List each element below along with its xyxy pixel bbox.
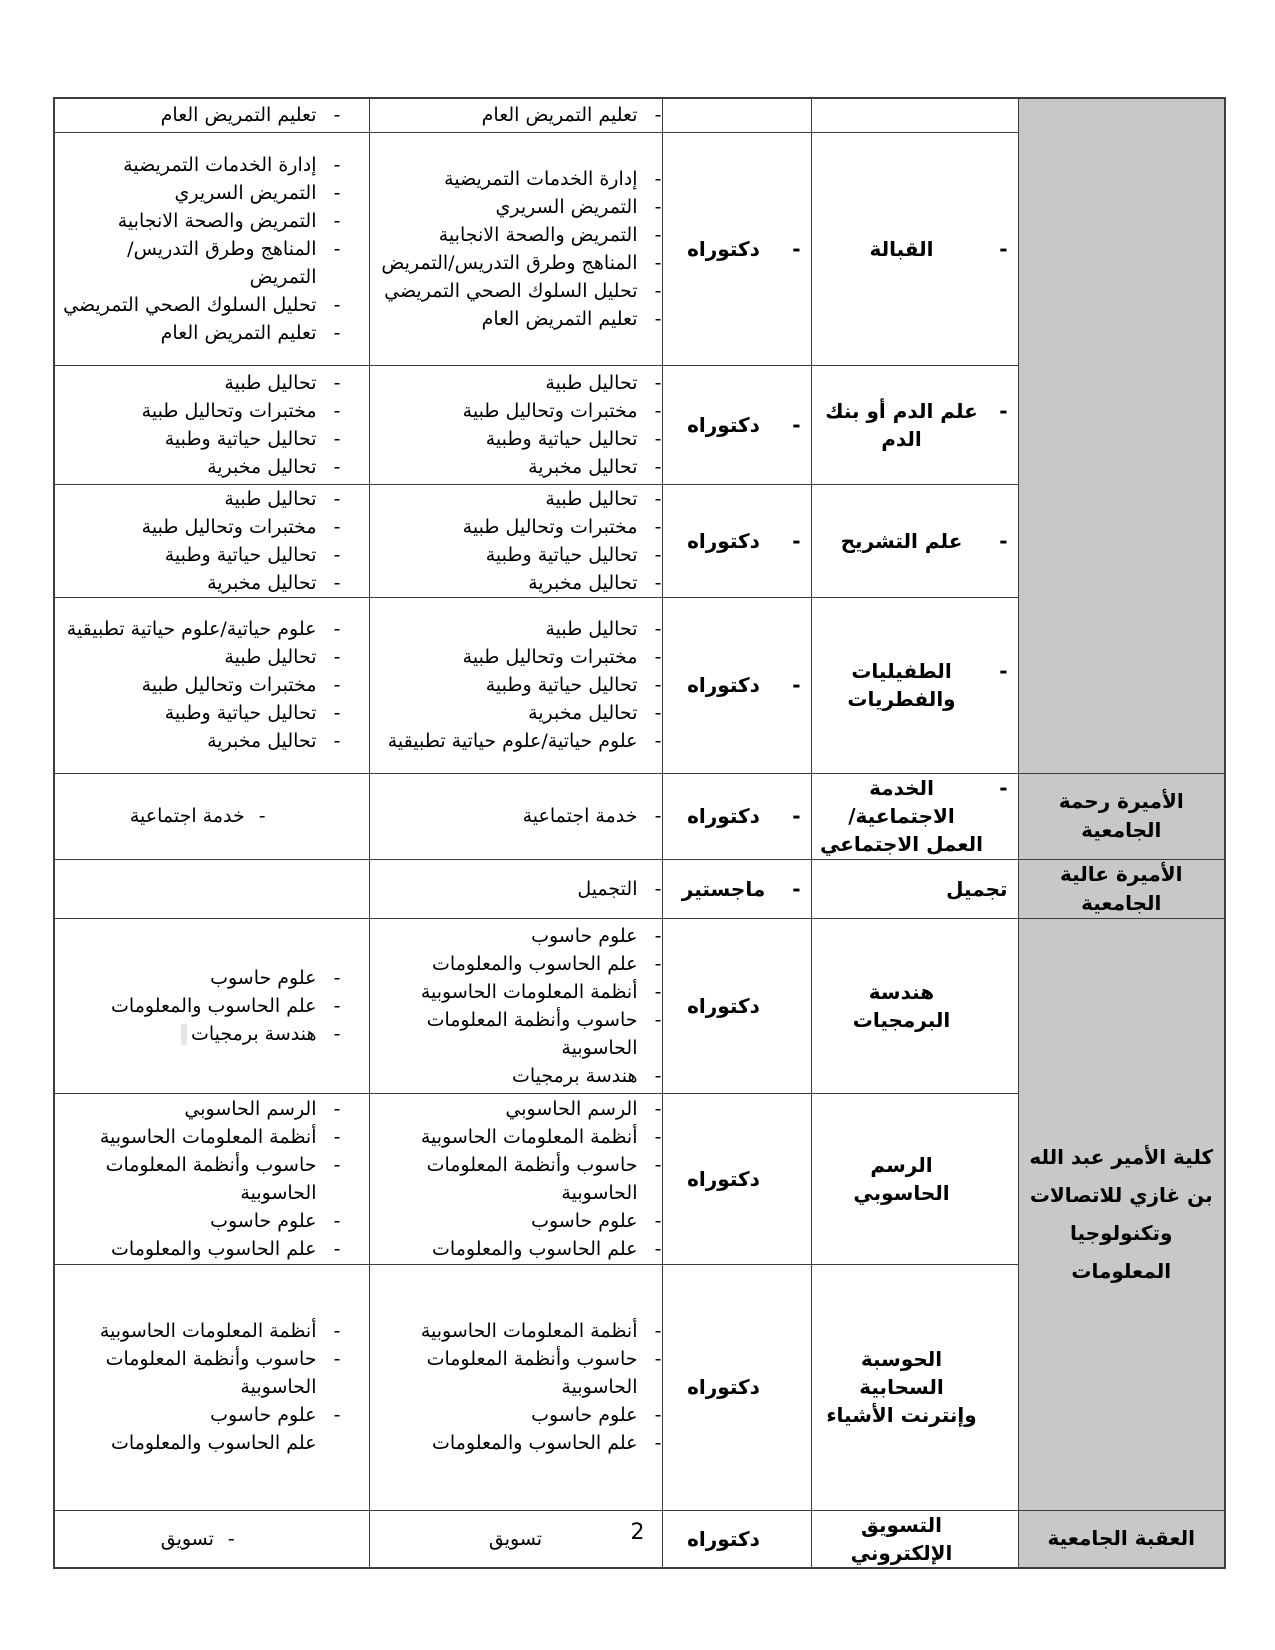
dash-bullet: - [654, 646, 662, 668]
dash-bullet: - [333, 321, 341, 344]
dash-bullet: - [333, 1237, 341, 1260]
degree-cell [662, 98, 811, 132]
list-item: - تحاليل مخبرية [370, 569, 662, 597]
dash-bullet: - [333, 1022, 341, 1045]
specialization-label: تجميل [946, 876, 1008, 901]
dash-bullet: - [333, 702, 341, 724]
fields-cell [369, 132, 662, 365]
list-item: - تحاليل طبية [55, 485, 369, 513]
dash-bullet: - [333, 994, 341, 1017]
fields-cell [54, 484, 369, 597]
list-item: - علم الحاسوب والمعلومات [370, 1235, 662, 1263]
list-item: - علم الحاسوب والمعلومات [370, 1429, 662, 1457]
dash-bullet: - [654, 980, 662, 1003]
table-row [54, 98, 1225, 132]
dash-bullet: - [654, 805, 662, 827]
list-item: - أنظمة المعلومات الحاسوبية [55, 1123, 369, 1151]
list-item: - علوم حاسوب [370, 1207, 662, 1235]
dash-bullet: - [227, 1527, 235, 1550]
list-item: - تعليم التمريض العام [370, 305, 662, 333]
dash-bullet: - [333, 1125, 341, 1148]
list-item: - مختبرات وتحاليل طبية [55, 671, 369, 699]
dash-bullet: - [654, 1237, 662, 1260]
table-row [54, 918, 1225, 1093]
specialization-label: التسويق الإلكتروني [850, 1512, 953, 1565]
dash-bullet: - [654, 515, 662, 538]
specialization-cell [811, 918, 1018, 1093]
fields-cell [54, 132, 369, 365]
dash-bullet: - [654, 618, 662, 640]
fields-cell [369, 1264, 662, 1510]
list-item: - علوم حاسوب [55, 964, 369, 992]
dash-bullet: - [333, 1153, 341, 1176]
list-item: - تحاليل طبية [370, 485, 662, 513]
dash-bullet: - [654, 223, 662, 246]
list-item: - خدمة اجتماعية [55, 802, 369, 830]
dash-bullet: - [333, 646, 341, 668]
degree-label: دكتوراه [687, 1526, 760, 1551]
dash-bullet: - [333, 1097, 341, 1120]
list-item: - المناهج وطرق التدريس/التمريض [370, 249, 662, 277]
dash-bullet: - [333, 571, 341, 594]
fields-cell [54, 365, 369, 484]
list-item: - تعليم التمريض العام [55, 101, 369, 129]
dash-bullet: - [654, 571, 662, 594]
list-item: - تعليم التمريض العام [370, 101, 662, 129]
list-item: - تحاليل طبية [55, 369, 369, 397]
dash-bullet: - [333, 515, 341, 538]
dash-bullet: - [333, 1320, 341, 1342]
dash-bullet: - [654, 1064, 662, 1087]
degree-cell [662, 132, 811, 365]
list-item: - مختبرات وتحاليل طبية [370, 397, 662, 425]
list-item: - تحاليل طبية [370, 615, 662, 643]
degree-cell [662, 918, 811, 1093]
degree-cell [662, 1264, 811, 1510]
list-item: - الرسم الحاسوبي [370, 1095, 662, 1123]
dash-bullet: - [792, 804, 801, 828]
list-item: - أنظمة المعلومات الحاسوبية [370, 1123, 662, 1151]
list-item: - تسويق [55, 1525, 369, 1553]
degree-label: دكتوراه [687, 804, 760, 828]
list-item: - المناهج وطرق التدريس/التمريض [55, 235, 369, 291]
specialization-label: الرسم الحاسوبي [853, 1152, 950, 1205]
dash-bullet: - [999, 398, 1008, 423]
dash-bullet: - [258, 805, 266, 827]
dash-bullet: - [792, 528, 801, 553]
list-item: - تحاليل حياتية وطبية [55, 425, 369, 453]
specialization-label: هندسة البرمجيات [852, 979, 951, 1032]
list-item: - تحاليل مخبرية [370, 699, 662, 727]
dash-bullet: - [654, 195, 662, 218]
fields-cell [369, 918, 662, 1093]
degree-label: دكتوراه [687, 993, 760, 1018]
dash-bullet: - [333, 427, 341, 450]
dash-bullet: - [654, 307, 662, 330]
dash-bullet: - [654, 371, 662, 394]
fields-cell [54, 98, 369, 132]
list-item: - مختبرات وتحاليل طبية [370, 643, 662, 671]
university-cell: الأميرة عالية الجامعية [1018, 859, 1225, 918]
list-item: - التمريض السريري [55, 179, 369, 207]
list-item: - علوم حاسوب [55, 1401, 369, 1429]
list-item: - علم الحاسوب والمعلومات [370, 950, 662, 978]
list-item: - تحاليل حياتية وطبية [370, 541, 662, 569]
list-item: - هندسة برمجيات [55, 1020, 369, 1048]
specialization-label: علم الدم أو بنك الدم [825, 398, 978, 451]
specialization-label: علم التشريح [840, 528, 963, 553]
list-item: - علوم حاسوب [55, 1207, 369, 1235]
list-item: - الرسم الحاسوبي [55, 1095, 369, 1123]
dash-bullet: - [999, 528, 1008, 553]
dash-bullet: - [654, 877, 662, 900]
degree-label: دكتوراه [687, 528, 760, 553]
list-item: - مختبرات وتحاليل طبية [55, 513, 369, 541]
dash-bullet: - [654, 427, 662, 450]
list-item: - أنظمة المعلومات الحاسوبية [55, 1317, 369, 1345]
dash-bullet: - [654, 952, 662, 975]
list-item: - أنظمة المعلومات الحاسوبية [370, 1317, 662, 1345]
dash-bullet: - [333, 1348, 341, 1370]
list-item: - إدارة الخدمات التمريضية [55, 151, 369, 179]
dash-bullet: - [333, 293, 341, 316]
list-item: - علوم حاسوب [370, 1401, 662, 1429]
specialization-cell [811, 1264, 1018, 1510]
list-item: - حاسوب وأنظمة المعلومات الحاسوبية [370, 1345, 662, 1401]
dash-bullet: - [333, 455, 341, 478]
dash-bullet: - [999, 659, 1008, 683]
dash-bullet: - [792, 236, 801, 261]
list-item: - علم الحاسوب والمعلومات [55, 1235, 369, 1263]
dash-bullet: - [654, 1432, 662, 1454]
dash-bullet: - [333, 237, 341, 260]
table-row [54, 859, 1225, 918]
dash-bullet: - [654, 251, 662, 274]
fields-cell [54, 773, 369, 859]
list-item: - مختبرات وتحاليل طبية [370, 513, 662, 541]
degree-label: دكتوراه [687, 673, 760, 697]
specialization-label: الحوسبة السحابية وإنترنت الأشياء [826, 1347, 977, 1427]
dash-bullet: - [333, 730, 341, 752]
list-item: - تحاليل طبية [55, 643, 369, 671]
specialization-label: الخدمة الاجتماعية/ العمل الاجتماعي [819, 776, 984, 856]
list-item: - تحاليل مخبرية [55, 453, 369, 481]
list-item: علم الحاسوب والمعلومات [111, 1432, 317, 1454]
fields-cell [369, 773, 662, 859]
dash-bullet: - [333, 966, 341, 989]
fields-cell [369, 1093, 662, 1264]
degree-cell [662, 773, 811, 859]
dash-bullet: - [654, 279, 662, 302]
list-item: - علم الحاسوب والمعلومات [55, 992, 369, 1020]
dash-bullet: - [333, 674, 341, 696]
specialization-cell [811, 773, 1018, 859]
specialization-cell [811, 98, 1018, 132]
degree-cell [662, 859, 811, 918]
table-row [54, 773, 1225, 859]
list-item: - تحليل السلوك الصحي التمريضي [370, 277, 662, 305]
dash-bullet: - [792, 673, 801, 697]
dash-bullet: - [333, 371, 341, 394]
specialization-cell [811, 365, 1018, 484]
list-item: - تعليم التمريض العام [55, 319, 369, 347]
dash-bullet: - [654, 1320, 662, 1342]
list-item: - تحاليل مخبرية [55, 727, 369, 755]
dash-bullet: - [654, 1125, 662, 1148]
dash-bullet: - [654, 702, 662, 724]
fields-cell [369, 597, 662, 773]
universities-programs-table [53, 97, 1226, 1569]
list-item: - التجميل [370, 875, 662, 903]
list-item: - تحاليل مخبرية [55, 569, 369, 597]
university-cell: العقبة الجامعية [1018, 1510, 1225, 1568]
dash-bullet: - [333, 104, 341, 127]
list-item: تسويق [488, 1527, 543, 1550]
list-item: - هندسة برمجيات [370, 1062, 662, 1090]
dash-bullet: - [333, 618, 341, 640]
dash-bullet: - [654, 543, 662, 566]
dash-bullet: - [333, 181, 341, 204]
list-item: - تحليل السلوك الصحي التمريضي [55, 291, 369, 319]
degree-cell [662, 484, 811, 597]
university-cell: الأميرة رحمة الجامعية [1018, 773, 1225, 859]
list-item: - التمريض السريري [370, 193, 662, 221]
dash-bullet: - [654, 1348, 662, 1370]
dash-bullet: - [654, 487, 662, 510]
dash-bullet: - [333, 399, 341, 422]
fields-cell [54, 597, 369, 773]
list-item: - علوم حياتية/علوم حياتية تطبيقية [55, 615, 369, 643]
degree-label: ماجستير [681, 876, 766, 901]
list-item: - مختبرات وتحاليل طبية [55, 397, 369, 425]
dash-bullet: - [333, 1209, 341, 1232]
degree-label: دكتوراه [687, 236, 760, 261]
list-item: - أنظمة المعلومات الحاسوبية [370, 978, 662, 1006]
dash-bullet: - [333, 153, 341, 176]
list-item: - خدمة اجتماعية [370, 802, 662, 830]
dash-bullet: - [654, 104, 662, 127]
degree-label: دكتوراه [687, 1375, 760, 1399]
specialization-cell [811, 484, 1018, 597]
dash-bullet: - [792, 876, 801, 901]
degree-cell [662, 1093, 811, 1264]
specialization-cell [811, 597, 1018, 773]
dash-bullet: - [333, 487, 341, 510]
list-item: - حاسوب وأنظمة المعلومات الحاسوبية [370, 1151, 662, 1207]
dash-bullet: - [654, 1209, 662, 1232]
list-item: - تحاليل حياتية وطبية [370, 671, 662, 699]
dash-bullet: - [654, 1097, 662, 1120]
dash-bullet: - [654, 1153, 662, 1176]
list-item: - حاسوب وأنظمة المعلومات الحاسوبية [370, 1006, 662, 1062]
dash-bullet: - [654, 730, 662, 752]
specialization-cell [811, 859, 1018, 918]
fields-cell [54, 1093, 369, 1264]
specialization-cell [811, 132, 1018, 365]
list-item: - تحاليل حياتية وطبية [370, 425, 662, 453]
dash-bullet: - [792, 412, 801, 437]
specialization-label: القبالة [869, 236, 934, 261]
dash-bullet: - [333, 543, 341, 566]
dash-bullet: - [654, 924, 662, 947]
degree-cell [662, 597, 811, 773]
dash-bullet: - [333, 1404, 341, 1426]
fields-cell [369, 859, 662, 918]
list-item: - تحاليل طبية [370, 369, 662, 397]
list-item: - علوم حاسوب [370, 922, 662, 950]
list-item: - إدارة الخدمات التمريضية [370, 165, 662, 193]
specialization-label: الطفيليات والفطريات [847, 659, 956, 711]
fields-cell [369, 98, 662, 132]
degree-label: دكتوراه [687, 1166, 760, 1191]
dash-bullet: - [999, 776, 1008, 800]
dash-bullet: - [654, 167, 662, 190]
dash-bullet: - [333, 209, 341, 232]
list-item: - تحاليل مخبرية [370, 453, 662, 481]
list-item: - التمريض والصحة الانجابية [370, 221, 662, 249]
highlight-artifact [181, 1024, 187, 1045]
list-item: - تحاليل حياتية وطبية [55, 541, 369, 569]
dash-bullet: - [654, 1008, 662, 1031]
page-number: 2 [630, 1520, 645, 1545]
list-item: - حاسوب وأنظمة المعلومات الحاسوبية [55, 1345, 369, 1401]
dash-bullet: - [654, 455, 662, 478]
fields-cell [369, 484, 662, 597]
fields-cell [369, 365, 662, 484]
list-item: - التمريض والصحة الانجابية [55, 207, 369, 235]
dash-bullet: - [999, 236, 1008, 261]
university-cell: كلية الأمير عبد الله بن غازي للاتصالات وتكنولوجيا المعلومات [1018, 918, 1225, 1510]
fields-cell [54, 1264, 369, 1510]
dash-bullet: - [654, 1404, 662, 1426]
degree-cell [662, 365, 811, 484]
fields-cell [54, 918, 369, 1093]
fields-cell [54, 859, 369, 918]
dash-bullet: - [654, 674, 662, 696]
degree-label: دكتوراه [687, 412, 760, 437]
list-item: - علوم حياتية/علوم حياتية تطبيقية [370, 727, 662, 755]
university-cell-continued [1018, 98, 1225, 773]
list-item: - تحاليل حياتية وطبية [55, 699, 369, 727]
dash-bullet: - [654, 399, 662, 422]
specialization-cell [811, 1093, 1018, 1264]
list-item: - حاسوب وأنظمة المعلومات الحاسوبية [55, 1151, 369, 1207]
